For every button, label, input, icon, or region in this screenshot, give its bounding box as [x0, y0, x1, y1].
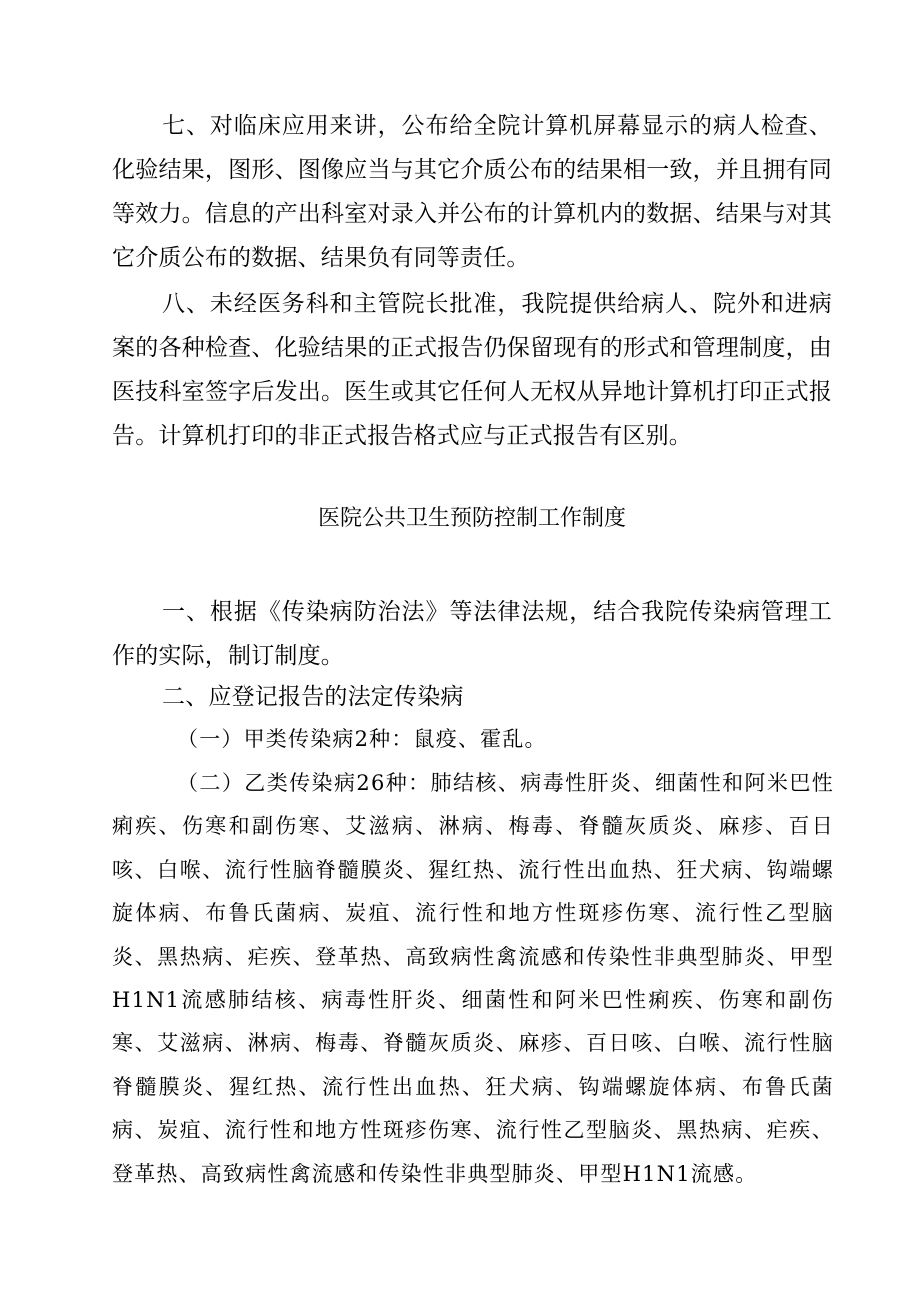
section-title: 医院公共卫生预防控制工作制度 [317, 506, 626, 531]
sub-item-class-b: （二）乙类传染病26种：肺结核、病毒性肝炎、细菌性和阿米巴性痢疾、伤寒和副伤寒、艾滋病、淋病、梅毒、脊髓灰质炎、麻疹、百日咳、白喉、流行性脑脊髓膜炎、猩红热、流行性出血热、狂犬病、钩端螺旋体病、布鲁氏菌病、炭疽、流行性和地方性斑疹伤寒、流行性乙型脑炎、黑热病、疟疾、登革热、高致病性禽流感和传染性非典型肺炎、甲型H1N1流感肺结核、病毒性肝炎、细菌性和阿米巴性痢疾、伤寒和副伤寒、艾滋病、淋病、梅毒、脊髓灰质炎、麻疹、百日咳、白喉、流行性脑脊髓膜炎、猩红热、流行性出血热、狂犬病、钩端螺旋体病、布鲁氏菌病、炭疽、流行性和地方性斑疹伤寒、流行性乙型脑炎、黑热病、疟疾、登革热、高致病性禽流感和传染性非典型肺炎、甲型H1N1流感。 [112, 771, 834, 1186]
rule-7-paragraph: 七、对临床应用来讲，公布给全院计算机屏幕显示的病人检查、化验结果，图形、图像应当与其它介质公布的结果相一致，并且拥有同等效力。信息的产出科室对录入并公布的计算机内的数据、结果与对其它介质公布的数据、结果负有同等责任。 [112, 113, 832, 271]
rule-8-paragraph: 八、未经医务科和主管院长批准，我院提供给病人、院外和进病案的各种检查、化验结果的正式报告仍保留现有的形式和管理制度，由医技科室签字后发出。医生或其它任何人无权从异地计算机打印正式报告。计算机打印的非正式报告格式应与正式报告有区别。 [112, 291, 832, 449]
section-item-2: 二、应登记报告的法定传染病 [162, 684, 464, 710]
sub-item-class-a: （一）甲类传染病2种：鼠疫、霍乱。 [177, 727, 547, 751]
section-item-1: 一、根据《传染病防治法》等法律法规，结合我院传染病管理工作的实际，制订制度。 [112, 599, 832, 669]
